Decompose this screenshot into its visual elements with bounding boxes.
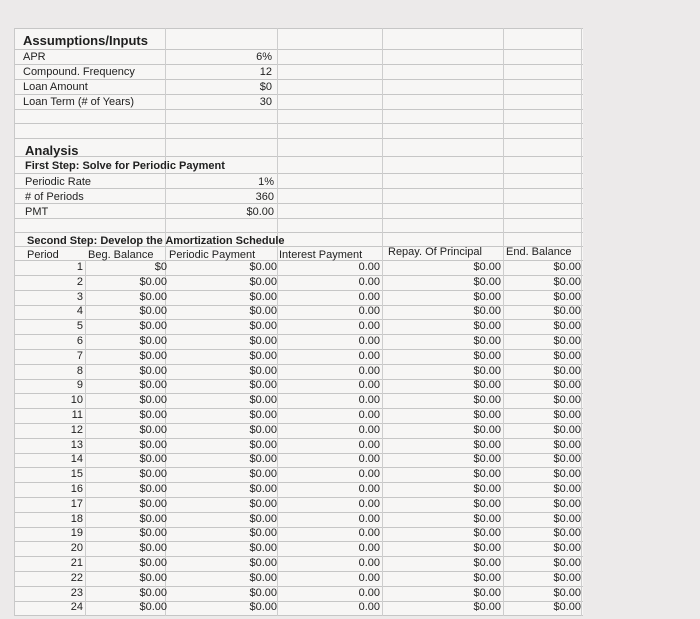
- cell-principal[interactable]: $0.00: [473, 379, 501, 392]
- cell-period[interactable]: 11: [71, 409, 83, 421]
- cell-interest[interactable]: 0.00: [358, 409, 380, 421]
- cell-end-balance[interactable]: $0.00: [553, 423, 581, 436]
- header-interest-payment: Interest Payment: [279, 249, 363, 261]
- cell-beg-balance[interactable]: $0.00: [139, 275, 167, 288]
- cell-payment[interactable]: $0.00: [249, 335, 277, 347]
- cell-end-balance[interactable]: $0.00: [553, 586, 581, 599]
- cell-beg-balance[interactable]: $0.00: [139, 305, 167, 318]
- cell-principal[interactable]: $0.00: [473, 512, 501, 525]
- grid-row-line: [15, 79, 583, 80]
- cell-principal[interactable]: $0.00: [473, 527, 501, 540]
- cell-payment[interactable]: $0.00: [249, 261, 277, 273]
- header-periodic-payment: Periodic Payment: [169, 249, 256, 261]
- grid-row-line: [15, 28, 583, 29]
- cell-period[interactable]: 5: [76, 320, 83, 333]
- cell-payment[interactable]: $0.00: [249, 557, 277, 569]
- cell-payment[interactable]: $0.00: [249, 527, 277, 540]
- cell-beg-balance[interactable]: $0.00: [139, 468, 167, 481]
- cell-payment[interactable]: $0.00: [249, 423, 277, 436]
- grid-col-line: [382, 28, 383, 616]
- cell-payment[interactable]: $0.00: [249, 305, 277, 318]
- cell-beg-balance[interactable]: $0.00: [139, 394, 167, 407]
- cell-principal[interactable]: $0.00: [473, 483, 501, 495]
- cell-interest[interactable]: 0.00: [358, 571, 380, 584]
- cell-beg-balance[interactable]: $0.00: [139, 497, 167, 510]
- cell-principal[interactable]: $0.00: [473, 394, 501, 407]
- grid-row-line: [15, 64, 583, 65]
- cell-payment[interactable]: $0.00: [249, 453, 277, 466]
- cell-principal[interactable]: $0.00: [473, 423, 501, 436]
- cell-period[interactable]: 4: [76, 305, 83, 318]
- cell-period[interactable]: 2: [76, 275, 83, 288]
- cell-principal[interactable]: $0.00: [473, 468, 501, 481]
- cell-period[interactable]: 16: [70, 483, 83, 495]
- cell-end-balance[interactable]: $0.00: [553, 453, 581, 466]
- cell-period[interactable]: 18: [70, 512, 83, 525]
- header-beg-balance: Beg. Balance: [88, 249, 154, 261]
- cell-end-balance[interactable]: $0.00: [553, 364, 581, 377]
- cell-end-balance[interactable]: $0.00: [553, 379, 581, 392]
- grid-row-line: [15, 156, 583, 157]
- grid-col-line: [581, 28, 582, 616]
- cell-end-balance[interactable]: $0.00: [553, 305, 581, 318]
- cell-end-balance[interactable]: $0.00: [553, 320, 581, 333]
- cell-principal[interactable]: $0.00: [473, 409, 501, 421]
- cell-interest[interactable]: 0.00: [358, 468, 380, 481]
- periodic-rate-label: Periodic Rate: [25, 176, 92, 188]
- cell-payment[interactable]: $0.00: [249, 320, 277, 333]
- cell-beg-balance[interactable]: $0.00: [139, 527, 167, 540]
- pmt-label: PMT: [25, 206, 49, 218]
- cell-beg-balance[interactable]: $0.00: [139, 290, 167, 303]
- second-step-heading: Second Step: Develop the Amortization Schedule: [27, 235, 285, 247]
- cell-interest[interactable]: 0.00: [358, 290, 380, 303]
- cell-payment[interactable]: $0.00: [249, 512, 277, 525]
- cell-payment[interactable]: $0.00: [249, 483, 277, 495]
- cell-period[interactable]: 9: [76, 379, 83, 392]
- cell-principal[interactable]: $0.00: [473, 320, 501, 333]
- cell-principal[interactable]: $0.00: [473, 364, 501, 377]
- compound-frequency-value[interactable]: 12: [259, 66, 272, 78]
- cell-interest[interactable]: 0.00: [358, 438, 380, 451]
- cell-period[interactable]: 13: [70, 438, 83, 451]
- cell-interest[interactable]: 0.00: [358, 335, 380, 347]
- cell-interest[interactable]: 0.00: [358, 527, 380, 540]
- cell-interest[interactable]: 0.00: [358, 261, 380, 273]
- grid-row-line: [15, 49, 583, 50]
- cell-period[interactable]: 7: [76, 349, 83, 362]
- grid-col-line: [503, 28, 504, 616]
- cell-beg-balance[interactable]: $0.00: [139, 349, 167, 362]
- cell-interest[interactable]: 0.00: [358, 557, 380, 569]
- cell-interest[interactable]: 0.00: [358, 275, 380, 288]
- cell-principal[interactable]: $0.00: [473, 305, 501, 318]
- cell-payment[interactable]: $0.00: [249, 394, 277, 407]
- analysis-title: Analysis: [25, 143, 79, 158]
- cell-period[interactable]: 19: [70, 527, 83, 540]
- cell-interest[interactable]: 0.00: [358, 453, 380, 466]
- cell-payment[interactable]: $0.00: [249, 379, 277, 392]
- cell-end-balance[interactable]: $0.00: [553, 409, 581, 421]
- cell-end-balance[interactable]: $0.00: [553, 512, 581, 525]
- grid-row-line: [15, 94, 583, 95]
- cell-beg-balance[interactable]: $0.00: [139, 557, 167, 569]
- cell-period[interactable]: 14: [70, 453, 83, 466]
- cell-end-balance[interactable]: $0.00: [553, 275, 581, 288]
- loan-amount-value[interactable]: $0: [259, 81, 272, 93]
- cell-beg-balance[interactable]: $0.00: [139, 364, 167, 377]
- loan-amount-label: Loan Amount: [23, 81, 88, 93]
- cell-end-balance[interactable]: $0.00: [553, 349, 581, 362]
- cell-principal[interactable]: $0.00: [473, 438, 501, 451]
- cell-beg-balance[interactable]: $0.00: [139, 453, 167, 466]
- cell-principal[interactable]: $0.00: [473, 261, 501, 273]
- cell-principal[interactable]: $0.00: [473, 453, 501, 466]
- grid-row-line: [15, 203, 583, 204]
- cell-interest[interactable]: 0.00: [358, 320, 380, 333]
- grid-row-line: [15, 109, 583, 110]
- cell-end-balance[interactable]: $0.00: [553, 542, 581, 555]
- cell-end-balance[interactable]: $0.00: [553, 527, 581, 540]
- grid-row-line: [15, 218, 583, 219]
- cell-beg-balance[interactable]: $0.00: [139, 586, 167, 599]
- grid-row-line: [15, 615, 583, 616]
- cell-beg-balance[interactable]: $0.00: [139, 512, 167, 525]
- compound-frequency-label: Compound. Frequency: [23, 66, 135, 78]
- cell-end-balance[interactable]: $0.00: [553, 335, 581, 347]
- cell-interest[interactable]: 0.00: [358, 379, 380, 392]
- cell-period[interactable]: 23: [70, 586, 83, 599]
- header-period: Period: [27, 249, 59, 261]
- cell-principal[interactable]: $0.00: [473, 571, 501, 584]
- cell-beg-balance[interactable]: $0: [154, 261, 167, 273]
- cell-period[interactable]: 17: [70, 497, 83, 510]
- cell-payment[interactable]: $0.00: [249, 409, 277, 421]
- cell-beg-balance[interactable]: $0.00: [139, 483, 167, 495]
- grid-row-line: [15, 188, 583, 189]
- cell-interest[interactable]: 0.00: [358, 483, 380, 495]
- cell-principal[interactable]: $0.00: [473, 275, 501, 288]
- cell-period[interactable]: 8: [76, 364, 83, 377]
- cell-end-balance[interactable]: $0.00: [553, 394, 581, 407]
- num-periods-label: # of Periods: [25, 191, 84, 203]
- loan-term-value[interactable]: 30: [259, 96, 272, 108]
- apr-value[interactable]: 6%: [256, 51, 272, 63]
- cell-payment[interactable]: $0.00: [249, 586, 277, 599]
- cell-end-balance[interactable]: $0.00: [553, 601, 581, 614]
- cell-interest[interactable]: 0.00: [358, 394, 380, 407]
- cell-end-balance[interactable]: $0.00: [553, 497, 581, 510]
- cell-beg-balance[interactable]: $0.00: [139, 438, 167, 451]
- loan-term-label: Loan Term (# of Years): [23, 96, 135, 108]
- cell-end-balance[interactable]: $0.00: [553, 483, 581, 495]
- cell-period[interactable]: 6: [76, 335, 83, 347]
- cell-period[interactable]: 21: [70, 557, 83, 569]
- cell-period[interactable]: 10: [70, 394, 83, 407]
- cell-beg-balance[interactable]: $0.00: [139, 320, 167, 333]
- pmt-value[interactable]: $0.00: [246, 206, 274, 218]
- cell-principal[interactable]: $0.00: [473, 557, 501, 569]
- cell-end-balance[interactable]: $0.00: [553, 290, 581, 303]
- grid-row-line: [15, 138, 583, 139]
- cell-payment[interactable]: $0.00: [249, 468, 277, 481]
- cell-interest[interactable]: 0.00: [358, 305, 380, 318]
- cell-end-balance[interactable]: $0.00: [553, 571, 581, 584]
- cell-payment[interactable]: $0.00: [249, 601, 277, 614]
- cell-payment[interactable]: $0.00: [249, 275, 277, 288]
- cell-period[interactable]: 24: [70, 601, 83, 614]
- cell-principal[interactable]: $0.00: [473, 542, 501, 555]
- cell-payment[interactable]: $0.00: [249, 364, 277, 377]
- cell-principal[interactable]: $0.00: [473, 335, 501, 347]
- cell-payment[interactable]: $0.00: [249, 542, 277, 555]
- cell-principal[interactable]: $0.00: [473, 586, 501, 599]
- cell-period[interactable]: 15: [70, 468, 83, 481]
- cell-beg-balance[interactable]: $0.00: [139, 571, 167, 584]
- cell-payment[interactable]: $0.00: [249, 497, 277, 510]
- cell-beg-balance[interactable]: $0.00: [139, 335, 167, 347]
- spreadsheet: [14, 28, 583, 616]
- grid-row-line: [15, 123, 583, 124]
- cell-principal[interactable]: $0.00: [473, 601, 501, 614]
- cell-beg-balance[interactable]: $0.00: [139, 542, 167, 555]
- cell-period[interactable]: 22: [70, 571, 83, 584]
- cell-interest[interactable]: 0.00: [358, 497, 380, 510]
- cell-interest[interactable]: 0.00: [358, 601, 380, 614]
- periodic-rate-value[interactable]: 1%: [258, 176, 274, 188]
- grid-row-line: [15, 173, 583, 174]
- cell-interest[interactable]: 0.00: [358, 586, 380, 599]
- cell-payment[interactable]: $0.00: [249, 290, 277, 303]
- cell-end-balance[interactable]: $0.00: [553, 261, 581, 273]
- cell-period[interactable]: 1: [76, 261, 83, 273]
- cell-interest[interactable]: 0.00: [358, 349, 380, 362]
- assumptions-title: Assumptions/Inputs: [23, 33, 148, 48]
- cell-principal[interactable]: $0.00: [473, 497, 501, 510]
- cell-payment[interactable]: $0.00: [249, 349, 277, 362]
- cell-end-balance[interactable]: $0.00: [553, 468, 581, 481]
- cell-period[interactable]: 20: [70, 542, 83, 555]
- num-periods-value[interactable]: 360: [255, 191, 274, 203]
- grid-row-line: [15, 232, 583, 233]
- header-end-balance: End. Balance: [506, 246, 572, 258]
- cell-period[interactable]: 12: [70, 423, 83, 436]
- header-repay-principal: Repay. Of Principal: [388, 246, 482, 258]
- cell-end-balance[interactable]: $0.00: [553, 557, 581, 569]
- cell-beg-balance[interactable]: $0.00: [139, 601, 167, 614]
- cell-principal[interactable]: $0.00: [473, 349, 501, 362]
- grid-col-line: [277, 28, 278, 616]
- cell-beg-balance[interactable]: $0.00: [139, 409, 167, 421]
- cell-period[interactable]: 3: [76, 290, 83, 303]
- cell-principal[interactable]: $0.00: [473, 290, 501, 303]
- cell-end-balance[interactable]: $0.00: [553, 438, 581, 451]
- cell-interest[interactable]: 0.00: [358, 512, 380, 525]
- cell-payment[interactable]: $0.00: [249, 571, 277, 584]
- cell-interest[interactable]: 0.00: [358, 364, 380, 377]
- cell-payment[interactable]: $0.00: [249, 438, 277, 451]
- cell-beg-balance[interactable]: $0.00: [139, 423, 167, 436]
- cell-interest[interactable]: 0.00: [358, 542, 380, 555]
- cell-interest[interactable]: 0.00: [358, 423, 380, 436]
- grid-col-line: [85, 260, 86, 616]
- cell-beg-balance[interactable]: $0.00: [139, 379, 167, 392]
- apr-label: APR: [23, 51, 46, 63]
- first-step-heading: First Step: Solve for Periodic Payment: [25, 160, 225, 172]
